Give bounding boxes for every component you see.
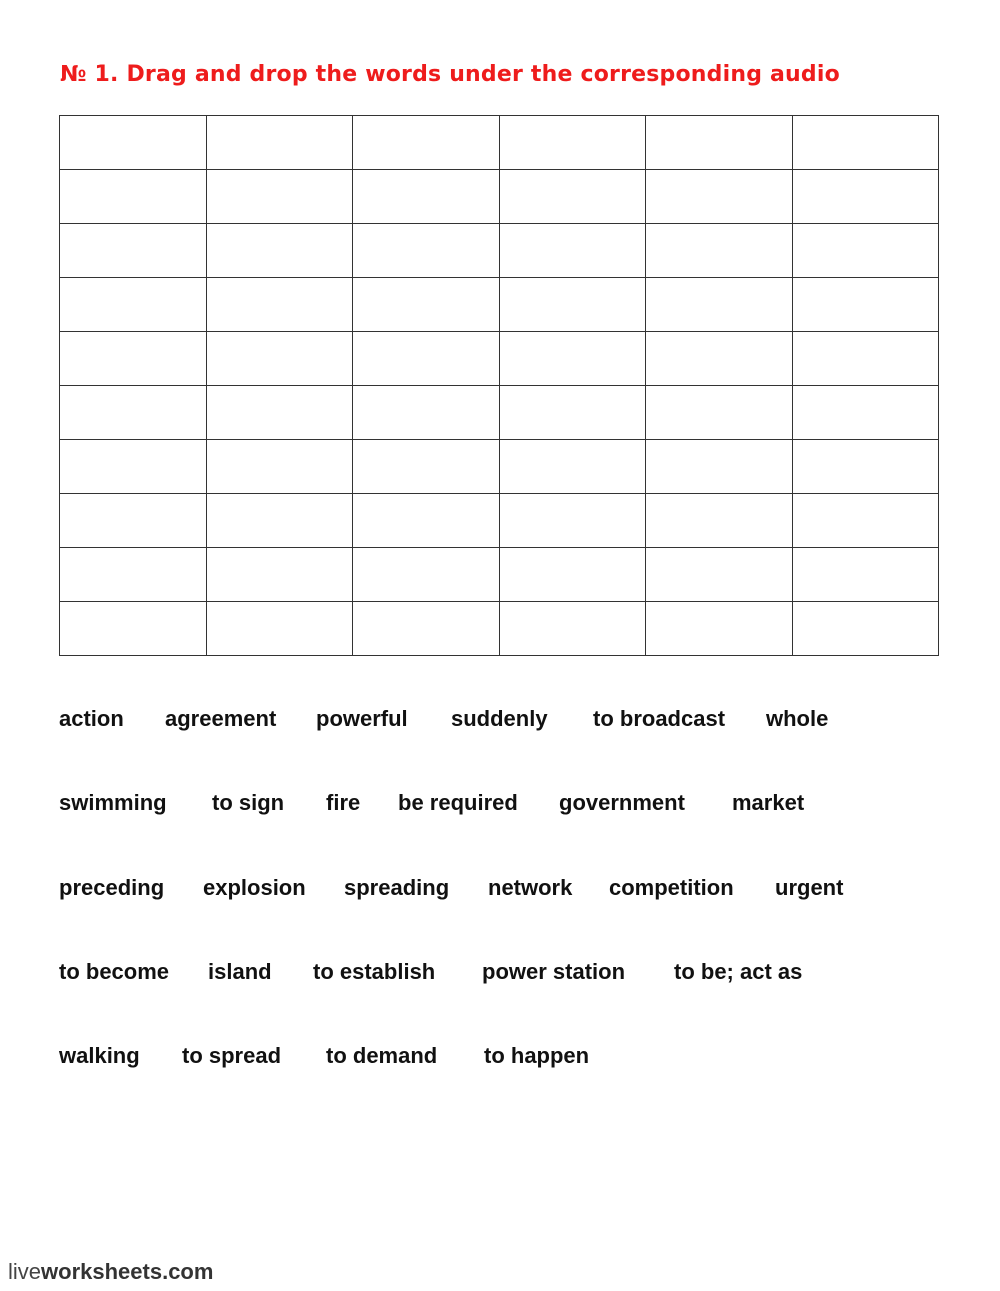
- draggable-word[interactable]: network: [488, 875, 573, 900]
- draggable-word[interactable]: walking: [59, 1043, 140, 1068]
- draggable-word[interactable]: island: [208, 959, 272, 984]
- draggable-word[interactable]: to sign: [212, 790, 285, 815]
- drop-target-cell[interactable]: [206, 116, 353, 170]
- draggable-word[interactable]: explosion: [203, 875, 306, 900]
- drop-target-cell[interactable]: [206, 494, 353, 548]
- drop-target-cell[interactable]: [60, 602, 207, 656]
- drop-target-cell[interactable]: [206, 386, 353, 440]
- drop-target-cell[interactable]: [206, 548, 353, 602]
- draggable-word[interactable]: whole: [766, 706, 829, 731]
- drop-target-cell[interactable]: [646, 548, 793, 602]
- drop-target-cell[interactable]: [206, 440, 353, 494]
- draggable-word[interactable]: agreement: [165, 706, 277, 731]
- drop-target-cell[interactable]: [499, 548, 646, 602]
- draggable-word[interactable]: to be; act as: [674, 959, 803, 984]
- drop-target-cell[interactable]: [353, 170, 500, 224]
- drop-target-cell[interactable]: [499, 494, 646, 548]
- drop-target-cell[interactable]: [499, 602, 646, 656]
- draggable-word[interactable]: to spread: [182, 1043, 282, 1068]
- drop-target-cell[interactable]: [353, 278, 500, 332]
- drop-target-cell[interactable]: [60, 548, 207, 602]
- grid-row: [60, 170, 939, 224]
- draggable-word[interactable]: to establish: [313, 959, 436, 984]
- draggable-word[interactable]: spreading: [344, 875, 450, 900]
- drop-target-cell[interactable]: [353, 602, 500, 656]
- drop-target-cell[interactable]: [206, 224, 353, 278]
- draggable-word[interactable]: to broadcast: [593, 706, 726, 731]
- drop-target-cell[interactable]: [792, 116, 939, 170]
- grid-row: [60, 386, 939, 440]
- grid-row: [60, 116, 939, 170]
- draggable-word[interactable]: be required: [398, 790, 518, 815]
- drop-target-cell[interactable]: [792, 602, 939, 656]
- drop-target-cell[interactable]: [646, 170, 793, 224]
- draggable-word[interactable]: to demand: [326, 1043, 438, 1068]
- drop-target-cell[interactable]: [499, 332, 646, 386]
- draggable-word[interactable]: preceding: [59, 875, 165, 900]
- drop-target-cell[interactable]: [792, 224, 939, 278]
- drop-target-cell[interactable]: [499, 116, 646, 170]
- drop-target-cell[interactable]: [499, 440, 646, 494]
- grid-row: [60, 332, 939, 386]
- drop-target-cell[interactable]: [646, 440, 793, 494]
- drop-target-cell[interactable]: [60, 170, 207, 224]
- drop-target-cell[interactable]: [499, 224, 646, 278]
- grid-row: [60, 440, 939, 494]
- exercise-title: № 1. Drag and drop the words under the corresponding audio: [60, 62, 840, 87]
- drop-target-cell[interactable]: [792, 278, 939, 332]
- drop-target-cell[interactable]: [60, 224, 207, 278]
- draggable-word[interactable]: to happen: [484, 1043, 590, 1068]
- grid-row: [60, 602, 939, 656]
- draggable-word[interactable]: swimming: [59, 790, 167, 815]
- grid-row: [60, 548, 939, 602]
- drop-target-cell[interactable]: [792, 386, 939, 440]
- drop-target-cell[interactable]: [353, 386, 500, 440]
- drop-target-cell[interactable]: [499, 386, 646, 440]
- draggable-word[interactable]: suddenly: [451, 706, 548, 731]
- drop-target-cell[interactable]: [792, 332, 939, 386]
- grid-row: [60, 494, 939, 548]
- draggable-word[interactable]: to become: [59, 959, 170, 984]
- drop-target-cell[interactable]: [353, 224, 500, 278]
- drop-target-cell[interactable]: [206, 278, 353, 332]
- drop-target-cell[interactable]: [792, 170, 939, 224]
- draggable-word[interactable]: government: [559, 790, 685, 815]
- drop-target-cell[interactable]: [60, 278, 207, 332]
- drop-target-cell[interactable]: [206, 170, 353, 224]
- liveworksheets-logo: [8, 1259, 213, 1285]
- drop-target-cell[interactable]: [353, 548, 500, 602]
- drop-target-cell[interactable]: [60, 440, 207, 494]
- drop-target-cell[interactable]: [792, 440, 939, 494]
- drop-target-cell[interactable]: [60, 494, 207, 548]
- grid-row: [60, 278, 939, 332]
- drop-target-cell[interactable]: [499, 278, 646, 332]
- draggable-word[interactable]: fire: [326, 790, 361, 815]
- drop-target-cell[interactable]: [792, 548, 939, 602]
- drop-target-cell[interactable]: [792, 494, 939, 548]
- drop-target-cell[interactable]: [646, 332, 793, 386]
- drop-target-cell[interactable]: [646, 116, 793, 170]
- drop-target-cell[interactable]: [206, 602, 353, 656]
- drop-target-cell[interactable]: [353, 440, 500, 494]
- drop-target-cell[interactable]: [353, 494, 500, 548]
- draggable-word[interactable]: urgent: [775, 875, 844, 900]
- answer-grid: [59, 115, 939, 656]
- draggable-word[interactable]: action: [59, 706, 124, 731]
- logo-bold-text: worksheets: [41, 1259, 163, 1284]
- drop-target-cell[interactable]: [353, 116, 500, 170]
- drop-target-cell[interactable]: [353, 332, 500, 386]
- grid-row: [60, 224, 939, 278]
- drop-target-cell[interactable]: [60, 116, 207, 170]
- drop-target-cell[interactable]: [499, 170, 646, 224]
- logo-suffix-text: .com: [162, 1259, 214, 1284]
- drop-target-cell[interactable]: [646, 602, 793, 656]
- drop-target-cell[interactable]: [646, 224, 793, 278]
- drop-target-cell[interactable]: [646, 386, 793, 440]
- logo-light-text: live: [8, 1259, 42, 1284]
- draggable-word[interactable]: powerful: [316, 706, 408, 731]
- drop-target-cell[interactable]: [60, 332, 207, 386]
- draggable-word[interactable]: competition: [609, 875, 734, 900]
- draggable-word[interactable]: market: [732, 790, 805, 815]
- drop-target-cell[interactable]: [646, 278, 793, 332]
- drop-target-cell[interactable]: [646, 494, 793, 548]
- drop-target-cell[interactable]: [60, 386, 207, 440]
- drop-target-cell[interactable]: [206, 332, 353, 386]
- draggable-word[interactable]: power station: [482, 959, 626, 984]
